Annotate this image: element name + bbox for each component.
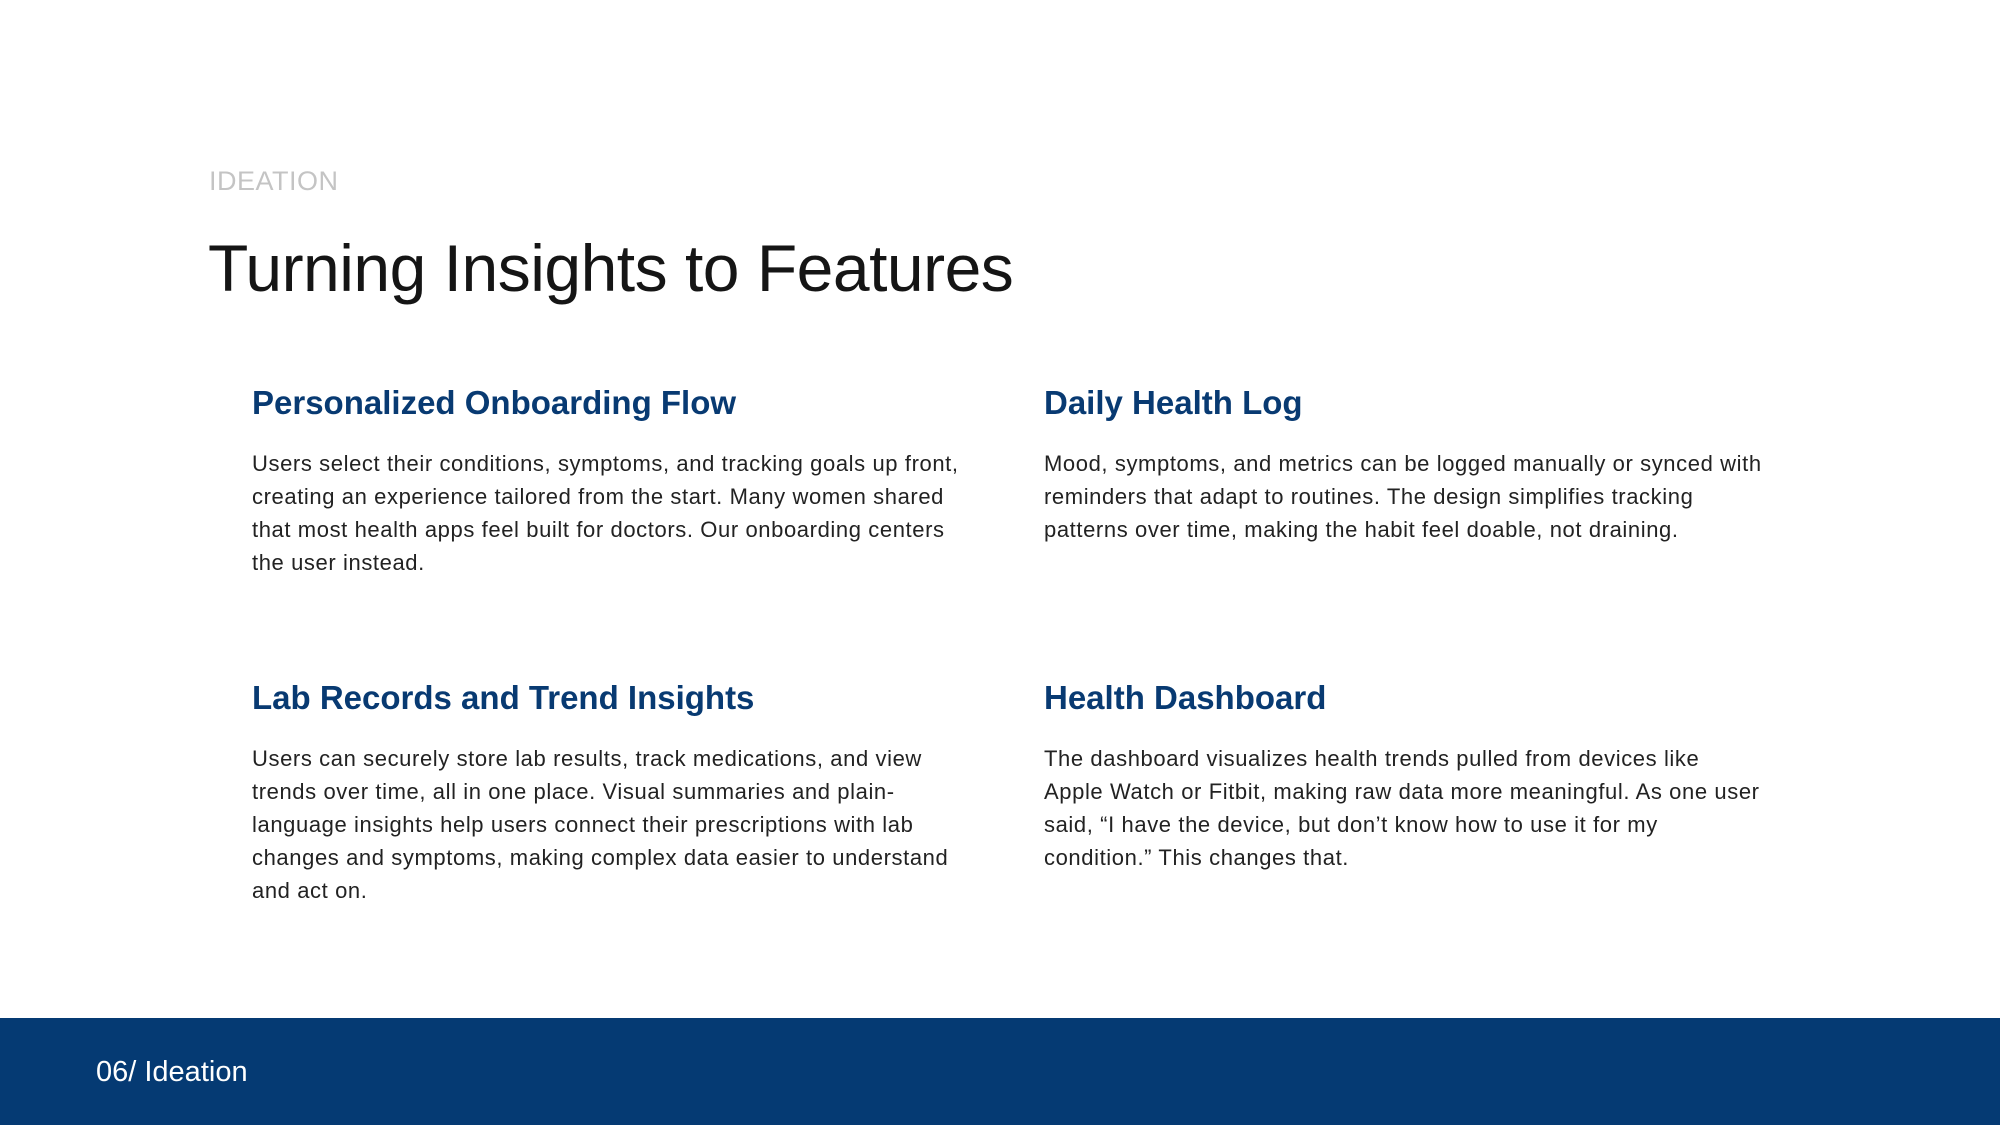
feature-description: Mood, symptoms, and metrics can be logged manually or synced with reminders that adapt to routines. The design simplifies tracking patterns over time, making the habit feel doable, not draining.	[1044, 450, 1762, 542]
feature-description: Users select their conditions, symptoms, and tracking goals up front, creating an experience tailored from the start. Many women shared that most health apps feel built for doctors. Our onboarding centers the user instead.	[252, 450, 959, 575]
feature-card-daily-log	[1044, 383, 1764, 546]
feature-card-dashboard	[1044, 678, 1764, 874]
feature-card-onboarding	[252, 383, 972, 579]
feature-heading: Lab Records and Trend Insights	[252, 679, 755, 716]
feature-heading: Health Dashboard	[1044, 679, 1327, 716]
footer-bar	[0, 1018, 2000, 1125]
feature-description: The dashboard visualizes health trends pulled from devices like Apple Watch or Fitbit, making raw data more meaningful. As one user said, “I have the device, but don’t know how to use it for my condition.” This changes that.	[1044, 745, 1760, 870]
feature-description: Users can securely store lab results, track medications, and view trends over time, all in one place. Visual summaries and plain-language insights help users connect their prescriptions with lab changes and symptoms, making complex data easier to understand and act on.	[252, 745, 949, 903]
footer-section-label: 06/ Ideation	[96, 1056, 248, 1088]
feature-card-lab-records	[252, 678, 972, 907]
section-eyebrow: IDEATION	[209, 166, 339, 196]
feature-heading: Personalized Onboarding Flow	[252, 384, 737, 421]
feature-heading: Daily Health Log	[1044, 384, 1303, 421]
page-title: Turning Insights to Features	[208, 231, 1014, 305]
